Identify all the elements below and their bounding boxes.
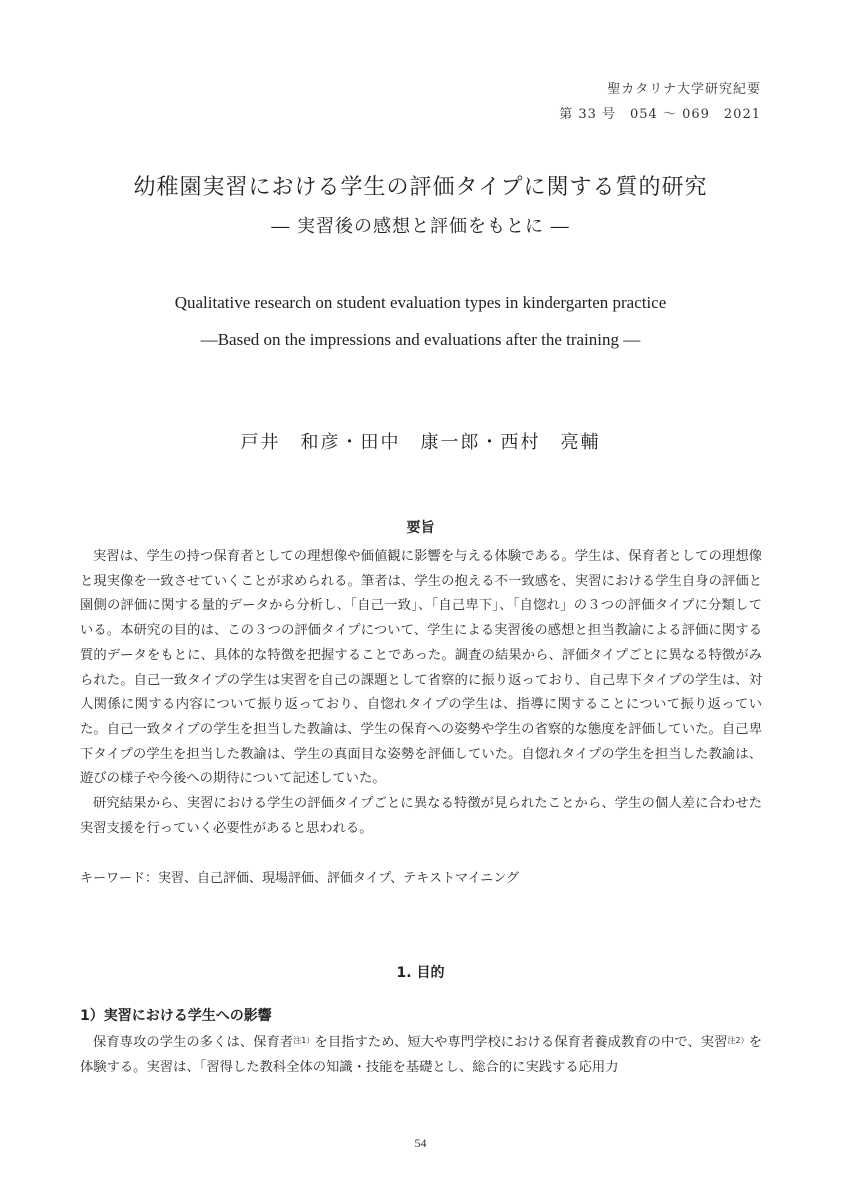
page-number: 54 bbox=[414, 1136, 427, 1150]
section-body bbox=[80, 1031, 762, 1080]
section-paragraph bbox=[80, 1031, 762, 1080]
section-text-b: を目指すため、短大や専門学校における保育者養成教育の中で、実習 bbox=[314, 1035, 728, 1050]
section-text-a: 保育専攻の学生の多くは、保育者 bbox=[93, 1035, 294, 1050]
english-subtitle: ―Based on the impressions and evaluations after the training ― bbox=[200, 330, 641, 349]
abstract-paragraph-2: 研究結果から、実習における学生の評価タイプごとに異なる特徴が見られたことから、学生の個人差に合わせた実習支援を行っていく必要性があると思われる。 bbox=[80, 796, 762, 836]
footnote-ref-2[interactable]: 注2） bbox=[727, 1036, 749, 1045]
authors: 戸井 和彦・田中 康一郎・西村 亮輔 bbox=[240, 432, 601, 453]
journal-issue: 第 33 号 054 ～ 069 2021 bbox=[559, 107, 761, 122]
abstract-body bbox=[80, 545, 762, 841]
abstract-heading: 要旨 bbox=[406, 520, 435, 536]
subsection-heading: 1）実習における学生への影響 bbox=[80, 1008, 272, 1024]
english-title: Qualitative research on student evaluation types in kindergarten practice bbox=[174, 293, 667, 312]
abstract-paragraph-1: 実習は、学生の持つ保育者としての理想像や価値観に影響を与える体験である。学生は、保育者としての理想像と現実像を一致させていくことが求められる。筆者は、学生の抱える不一致感を、実習における学生自身の評価と園側の評価に関する量的データから分析し、「自己一致」、「自己卑下」、「自惚れ」の３つの評価タイプに分類している。本研究の目的は、この３つの評価タイプについて、学生による実習後の感想と担当教諭による評価に関する質的データをもとに、具体的な特徴を把握することであった。調査の結果から、評価タイプごとに異なる特徴がみられた。自己一致タイプの学生は実習を自己の課題として省察的に振り返っており、自己卑下タイプの学生は、対人関係に関する内容について振り返っており、自惚れタイプの学生は、指導に関することについて振り返っていた。自己一致タイプの学生を担当した教諭は、学生の保育への姿勢や学生の省察的な態度を評価していた。自己卑下タイプの学生を担当した教諭は、学生の真面目な姿勢を評価していた。自惚れタイプの学生を担当した教諭は、遊びの様子や今後への期待について記述していた。 bbox=[80, 549, 762, 787]
section-text-c: を体験する。実習は、「習得した教科全体の知識・技能を基礎とし、総合的に実践する応用力 bbox=[80, 1035, 763, 1075]
page-title: 幼稚園実習における学生の評価タイプに関する質的研究 bbox=[133, 175, 708, 200]
keywords: キーワード：実習、自己評価、現場評価、評価タイプ、テキストマイニング bbox=[80, 871, 520, 886]
journal-name: 聖カタリナ大学研究紀要 bbox=[607, 82, 761, 97]
footnote-ref-1[interactable]: 注1） bbox=[293, 1036, 315, 1045]
section-heading: 1. 目的 bbox=[396, 965, 445, 981]
page-subtitle: ― 実習後の感想と評価をもとに ― bbox=[271, 216, 570, 237]
